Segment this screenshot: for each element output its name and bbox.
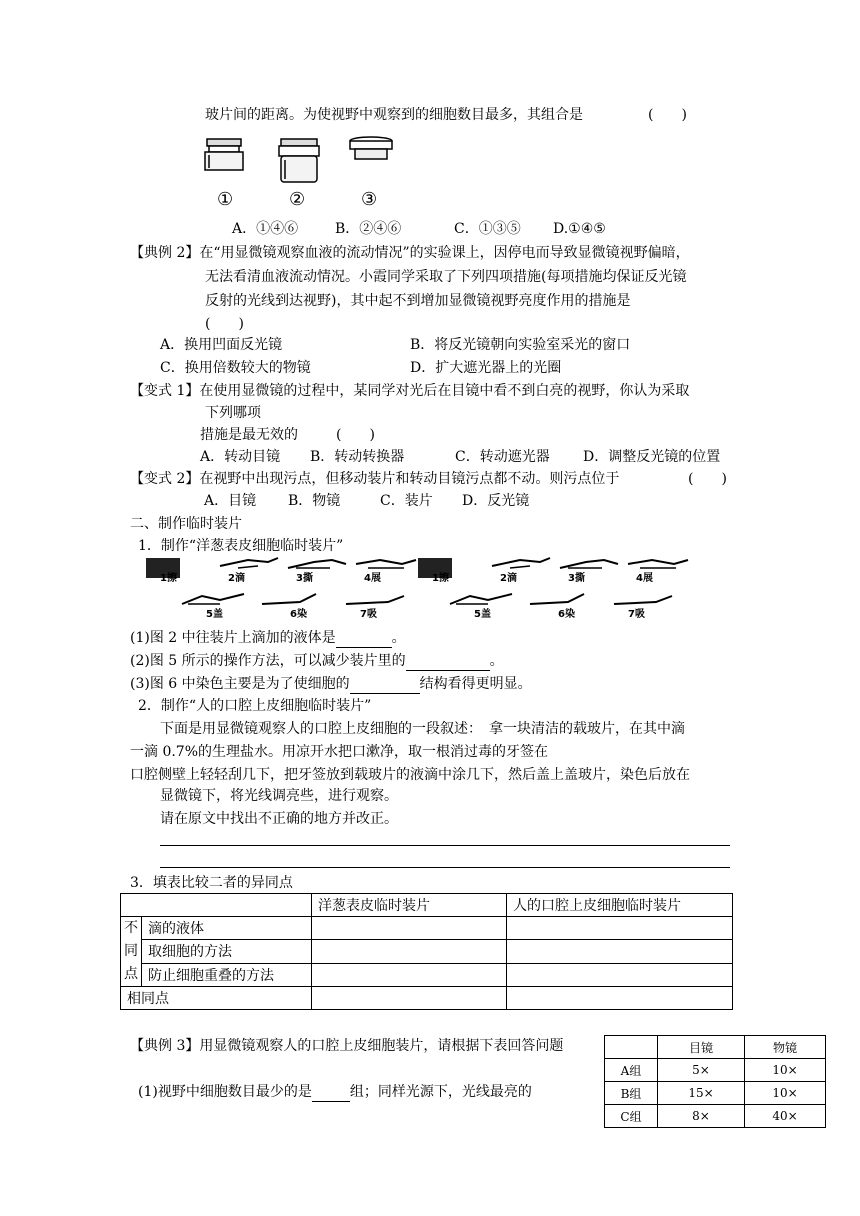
answer-cell[interactable] <box>507 940 733 963</box>
step-image: 2滴 <box>486 556 550 582</box>
eyepiece-3 <box>350 137 392 159</box>
variant-2-option-b: B．物镜 <box>288 493 341 509</box>
question-text: 玻片间的距离。为使视野中观察到的细胞数目最多，其组合是 <box>205 107 583 123</box>
section-title: 二、制作临时装片 <box>130 516 242 532</box>
table-row-label: 防止细胞重叠的方法 <box>142 963 312 986</box>
eyepiece-2 <box>279 139 319 182</box>
passage-line-4: 显微镜下，将光线调亮些，进行观察。 <box>160 788 398 804</box>
example-3-question-1: (1)视野中细胞数目最少的是 组；同样光源下，光线最亮的 <box>138 1084 532 1100</box>
fill-question-3: (3)图 6 中染色主要是为了使细胞的 结构看得更明显。 <box>130 676 532 692</box>
step-image: 1擦 <box>418 556 482 582</box>
table-cell: 5× <box>658 1059 745 1082</box>
variant-1-line3: 措施是最无效的 <box>200 427 298 443</box>
hand-icon <box>260 592 330 606</box>
variant-1-line1: 【变式 1】在使用显微镜的过程中，某同学对光后在目镜中看不到白亮的视野，你认为采取 <box>130 383 690 399</box>
variant-1-option-d: D．调整反光镜的位置 <box>583 449 721 465</box>
fill-question-1: (1)图 2 中往装片上滴加的液体是 。 <box>130 630 406 646</box>
diff-group-label: 不 同 点 <box>121 917 142 987</box>
subsection-1-title: 1．制作“洋葱表皮细胞临时装片” <box>138 538 344 554</box>
step-image: 2滴 <box>214 556 278 582</box>
table-corner-cell <box>605 1036 658 1059</box>
step-image: 3撕 <box>282 556 346 582</box>
option-c: C．①③⑤ <box>454 221 521 237</box>
step-image: 7吸 <box>340 592 440 618</box>
answer-blank[interactable] <box>336 629 392 648</box>
lens-label-3: ③ <box>361 189 378 210</box>
step-image: 6染 <box>524 592 604 618</box>
answer-blank[interactable] <box>406 652 490 671</box>
variant-1-option-c: C．转动遮光器 <box>455 449 550 465</box>
answer-cell[interactable] <box>312 940 507 963</box>
passage-instruction: 请在原文中找出不正确的地方并改正。 <box>160 811 398 827</box>
table-row-label: A组 <box>605 1059 658 1082</box>
step-image: 3撕 <box>554 556 618 582</box>
step-image: 4展 <box>350 556 414 582</box>
answer-cell[interactable] <box>312 963 507 986</box>
hand-icon <box>612 592 682 606</box>
table-row-label: 相同点 <box>121 987 312 1010</box>
table-header: 人的口腔上皮细胞临时装片 <box>507 894 733 917</box>
table-row-label: 滴的液体 <box>142 917 312 940</box>
example-2-line2: 无法看清血液流动情况。小霞同学采取了下列四项措施(每项措施均保证反光镜 <box>205 269 687 285</box>
lens-figure <box>195 135 410 213</box>
hand-icon <box>180 592 250 606</box>
step-image: 6染 <box>256 592 336 618</box>
lens-label-1: ① <box>217 189 234 210</box>
hand-icon <box>528 592 598 606</box>
hand-icon <box>286 556 350 570</box>
answer-blank[interactable] <box>312 1083 350 1102</box>
variant-1-option-b: B．转动转换器 <box>310 449 405 465</box>
answer-paren: ( ) <box>648 107 687 123</box>
table-row-label: C组 <box>605 1105 658 1128</box>
variant-2-option-d: D．反光镜 <box>462 493 530 509</box>
hand-icon <box>354 556 418 570</box>
procedure-row-2 <box>176 592 682 618</box>
lens-label-2: ② <box>289 189 306 210</box>
option-d: D.①④⑤ <box>553 221 606 237</box>
variant-1-line2: 下列哪项 <box>205 405 261 421</box>
eyepiece-1 <box>205 139 243 170</box>
passage-line-3: 口腔侧壁上轻轻刮几下，把牙签放到载玻片的液滴中涂几下，然后盖上盖玻片，染色后放在 <box>130 767 690 783</box>
table-header: 洋葱表皮临时装片 <box>312 894 507 917</box>
hand-icon <box>626 556 690 570</box>
answer-cell[interactable] <box>507 987 733 1010</box>
table-cell: 40× <box>745 1105 826 1128</box>
hand-icon <box>448 592 518 606</box>
hand-icon <box>490 556 554 570</box>
example-2-option-a: A．换用凹面反光镜 <box>160 337 283 353</box>
answer-blank[interactable] <box>350 675 420 694</box>
variant-1-paren: ( ) <box>336 427 375 443</box>
subsection-2-title: 2．制作“人的口腔上皮细胞临时装片” <box>138 698 372 714</box>
table-header: 目镜 <box>658 1036 745 1059</box>
fill-question-2: (2)图 5 所示的操作方法，可以减少装片里的 。 <box>130 653 504 669</box>
passage-line-1: 下面是用显微镜观察人的口腔上皮细胞的一段叙述： 拿一块清洁的载玻片，在其中滴 <box>160 721 685 737</box>
example-2-line3: 反射的光线到达视野)，其中起不到增加显微镜视野亮度作用的措施是 <box>205 293 631 309</box>
variant-2-tag: 【变式 2】 <box>130 471 200 487</box>
procedure-row-1 <box>146 556 690 582</box>
microscope-data-table <box>604 1035 826 1128</box>
step-image: 4展 <box>622 556 686 582</box>
variant-1-tag: 【变式 1】 <box>130 383 200 399</box>
option-a: A．①④⑥ <box>232 221 299 237</box>
table-row-label: 取细胞的方法 <box>142 940 312 963</box>
example-2-tag: 【典例 2】 <box>130 245 200 261</box>
example-3-line1: 【典例 3】用显微镜观察人的口腔上皮细胞装片，请根据下表回答问题 <box>130 1038 564 1054</box>
example-2-paren: ( ) <box>205 316 244 332</box>
table-cell: 10× <box>745 1059 826 1082</box>
answer-cell[interactable] <box>507 917 733 940</box>
table-cell: 15× <box>658 1082 745 1105</box>
example-2-line1: 【典例 2】在“用显微镜观察血液的流动情况”的实验课上，因停电而导致显微镜视野偏暗， <box>130 245 690 261</box>
table-corner-cell <box>121 894 312 917</box>
variant-2-line1: 【变式 2】在视野中出现污点，但移动装片和转动目镜污点都不动。则污点位于 <box>130 471 620 487</box>
hand-icon <box>558 556 622 570</box>
answer-cell[interactable] <box>312 917 507 940</box>
comparison-table <box>120 893 733 1010</box>
example-2-option-b: B．将反光镜朝向实验室采光的窗口 <box>410 337 631 353</box>
subsection-3-title: 3．填表比较二者的异同点 <box>130 875 293 891</box>
variant-2-option-c: C．装片 <box>380 493 433 509</box>
table-cell: 10× <box>745 1082 826 1105</box>
example-3-tag: 【典例 3】 <box>130 1038 200 1054</box>
step-image: 1擦 <box>146 556 210 582</box>
option-b: B．②④⑥ <box>335 221 402 237</box>
answer-cell[interactable] <box>312 987 507 1010</box>
step-image: 7吸 <box>608 592 678 618</box>
step-image: 5盖 <box>176 592 252 618</box>
example-2-option-c: C．换用倍数较大的物镜 <box>160 360 311 376</box>
example-2-option-d: D．扩大遮光器上的光圈 <box>410 360 562 376</box>
answer-line[interactable] <box>160 845 730 846</box>
variant-2-paren: ( ) <box>688 471 727 487</box>
step-image: 5盖 <box>444 592 520 618</box>
passage-line-2: 一滴 0.7%的生理盐水。用凉开水把口漱净，取一根消过毒的牙签在 <box>130 744 549 760</box>
answer-line[interactable] <box>160 867 730 868</box>
answer-cell[interactable] <box>507 963 733 986</box>
table-cell: 8× <box>658 1105 745 1128</box>
hand-icon <box>344 592 414 606</box>
variant-1-option-a: A．转动目镜 <box>200 449 281 465</box>
table-header: 物镜 <box>745 1036 826 1059</box>
variant-2-option-a: A．目镜 <box>204 493 257 509</box>
table-row-label: B组 <box>605 1082 658 1105</box>
hand-icon <box>218 556 282 570</box>
